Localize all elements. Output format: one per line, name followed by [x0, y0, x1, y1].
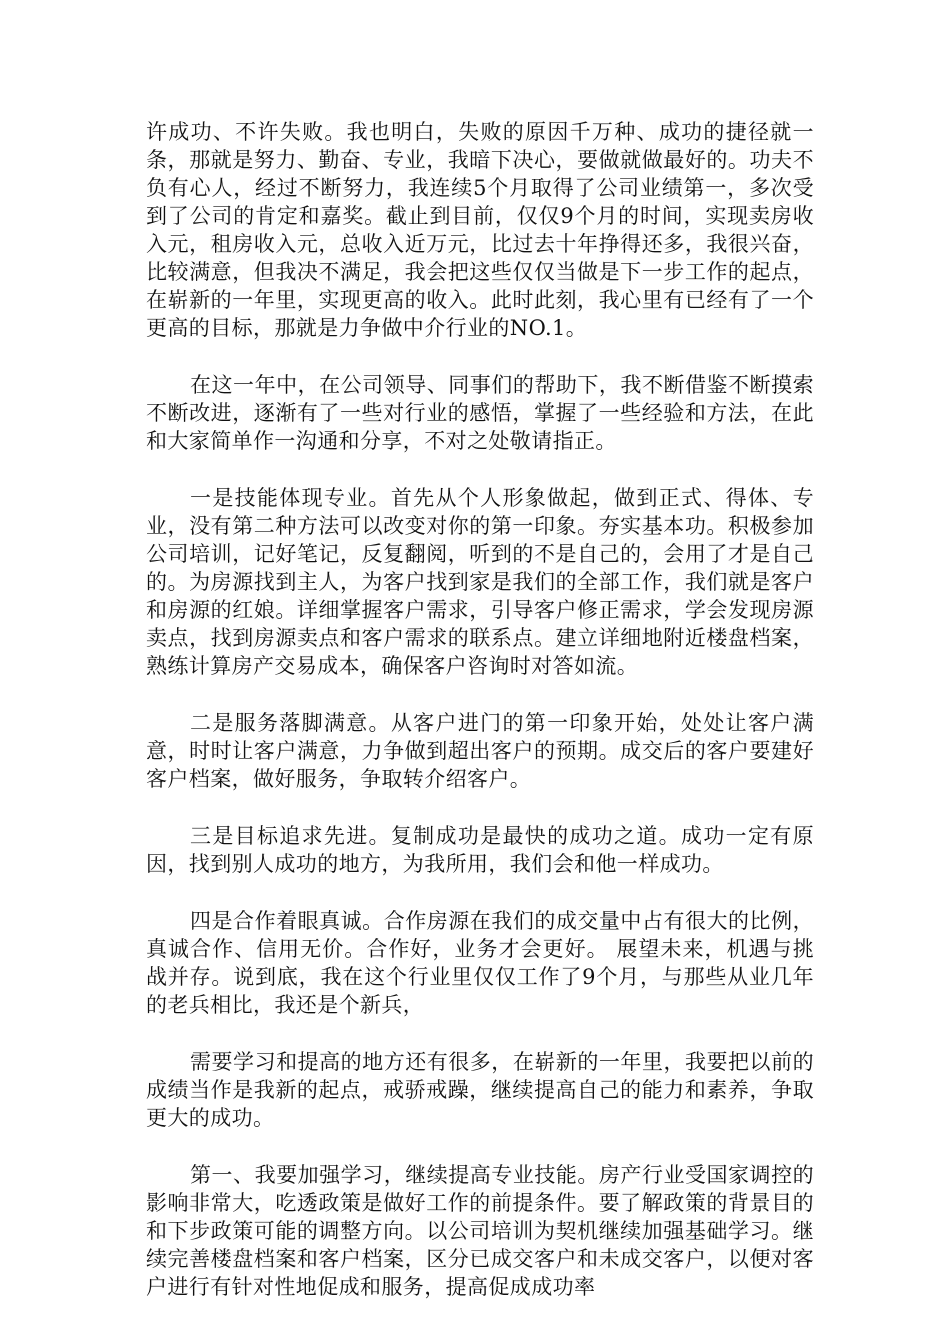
- paragraph-8: 第一、我要加强学习，继续提高专业技能。房产行业受国家调控的影响非常大，吃透政策是做好工作的前提条件。要了解政策的背景目的和下步政策可能的调整方向。以公司培训为契机继续加强基础学习。继续完善楼盘档案和客户档案，区分已成交客户和未成交客户，以便对客户进行有针对性地促成和服务，提高促成成功率: [146, 1163, 814, 1299]
- paragraph-3: 一是技能体现专业。首先从个人形象做起，做到正式、得体、专业，没有第二种方法可以改变对你的第一印象。夯实基本功。积极参加公司培训，记好笔记，反复翻阅，听到的不是自己的，会用了才是自己的。为房源找到主人，为客户找到家是我们的全部工作，我们就是客户和房源的红娘。详细掌握客户需求，引导客户修正需求，学会发现房源卖点，找到房源卖点和客户需求的联系点。建立详细地附近楼盘档案，熟练计算房产交易成本，确保客户咨询时对答如流。: [146, 486, 814, 678]
- paragraph-1: 许成功、不许失败。我也明白，失败的原因千万种、成功的捷径就一条，那就是努力、勤奋、专业，我暗下决心，要做就做最好的。功夫不负有心人，经过不断努力，我连续5个月取得了公司业绩第一，多次受到了公司的肯定和嘉奖。截止到目前，仅仅9个月的时间，实现卖房收入元，租房收入元，总收入近万元，比过去十年挣得还多，我很兴奋，比较满意，但我决不满足，我会把这些仅仅当做是下一步工作的起点，在崭新的一年里，实现更高的收入。此时此刻，我心里有已经有了一个更高的目标，那就是力争做中介行业的NO.1。: [146, 120, 814, 340]
- paragraph-7: 需要学习和提高的地方还有很多，在崭新的一年里，我要把以前的成绩当作是我新的起点，戒骄戒躁，继续提高自己的能力和素养，争取更大的成功。: [146, 1050, 814, 1130]
- paragraph-2: 在这一年中，在公司领导、同事们的帮助下，我不断借鉴不断摸索不断改进，逐渐有了一些对行业的感悟，掌握了一些经验和方法，在此和大家简单作一沟通和分享，不对之处敬请指正。: [146, 373, 814, 453]
- document-page: [146, 118, 814, 1330]
- paragraph-6: 四是合作着眼真诚。合作房源在我们的成交量中占有很大的比例，真诚合作、信用无价。合作好，业务才会更好。 展望未来，机遇与挑战并存。说到底，我在这个行业里仅仅工作了9个月，与那些从业几年的老兵相比，我还是个新兵，: [146, 909, 814, 1017]
- paragraph-4: 二是服务落脚满意。从客户进门的第一印象开始，处处让客户满意，时时让客户满意，力争做到超出客户的预期。成交后的客户要建好客户档案，做好服务，争取转介绍客户。: [146, 711, 814, 791]
- paragraph-5: 三是目标追求先进。复制成功是最快的成功之道。成功一定有原因，找到别人成功的地方，为我所用，我们会和他一样成功。: [146, 824, 814, 876]
